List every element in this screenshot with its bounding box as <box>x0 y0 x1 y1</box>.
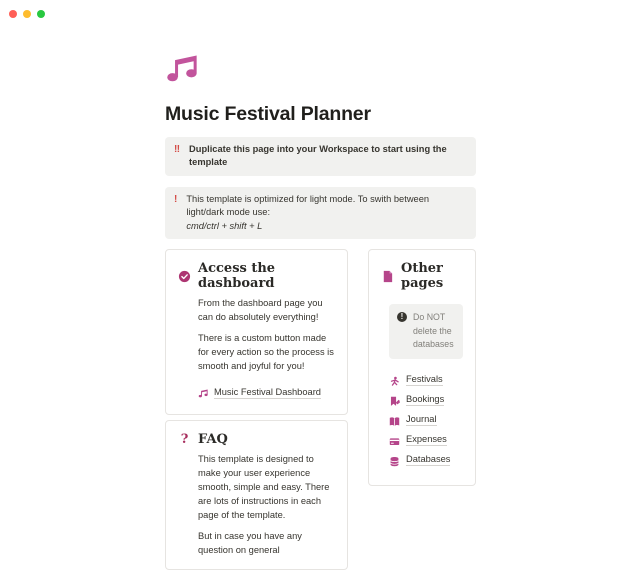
link-expenses[interactable] <box>389 434 463 446</box>
minimize-button[interactable] <box>23 10 31 18</box>
card-other-pages <box>368 249 476 486</box>
check-badge-icon <box>178 270 191 283</box>
card-faq-title: FAQ <box>198 432 228 448</box>
link-databases[interactable] <box>389 454 463 466</box>
left-column <box>165 249 348 569</box>
expenses-icon <box>389 434 400 445</box>
callout-duplicate-text: Duplicate this page into your Workspace to start using the template <box>189 144 447 168</box>
card-faq-body <box>198 453 335 558</box>
content-columns <box>165 249 476 569</box>
exclamation-circle-icon: ! <box>397 312 407 322</box>
link-festivals[interactable] <box>389 374 463 386</box>
link-label: Databases <box>406 453 451 464</box>
music-note-icon <box>198 388 209 398</box>
callout-light-mode <box>165 187 476 239</box>
card-other-pages-header <box>381 261 463 291</box>
warning-callout <box>389 304 463 359</box>
paragraph: There is a custom button made for every action so the process is smooth and joyful for you! <box>198 333 334 372</box>
card-faq-header <box>178 432 335 447</box>
databases-icon <box>389 454 400 465</box>
paragraph: From the dashboard page you can do absolutely everything! <box>198 298 323 323</box>
callout-light-mode-line2: cmd/ctrl + shift + L <box>186 220 263 231</box>
journal-icon <box>389 414 400 425</box>
callout-light-mode-line1: This template is optimized for light mode. To swith between light/dark mode use: <box>186 193 430 218</box>
card-access-dashboard-header <box>178 261 335 291</box>
window-controls <box>9 10 45 18</box>
callout-light-mode-text <box>186 193 467 233</box>
callout-duplicate <box>165 137 476 176</box>
page-icon <box>381 270 394 283</box>
link-label: Bookings <box>406 393 445 404</box>
link-journal[interactable] <box>389 414 463 426</box>
card-access-dashboard-title: Access the dashboard <box>198 261 276 292</box>
card-other-pages-title: Other pages <box>401 261 444 292</box>
link-label: Festivals <box>406 373 443 384</box>
close-button[interactable] <box>9 10 17 18</box>
link-label: Journal <box>406 413 437 424</box>
music-note-icon[interactable] <box>165 50 203 90</box>
paragraph: This template is designed to make your user experience smooth, simple and easy. There are lots of instructions in each page of the template. <box>198 454 330 520</box>
warning-text: Do NOT delete the databases <box>413 312 454 349</box>
card-access-dashboard-body <box>198 297 335 374</box>
notion-page <box>165 50 476 570</box>
link-label: Music Festival Dashboard <box>214 387 321 398</box>
zoom-button[interactable] <box>37 10 45 18</box>
card-access-dashboard <box>165 249 348 415</box>
paragraph: But in case you have any question on general <box>198 530 302 555</box>
exclamation-icon: ! <box>174 193 178 205</box>
question-mark-icon: ? <box>180 432 189 448</box>
link-music-festival-dashboard[interactable] <box>198 387 321 399</box>
double-exclamation-icon: ‼ <box>174 144 181 155</box>
card-faq <box>165 420 348 570</box>
right-column <box>368 249 476 486</box>
page-title: Music Festival Planner <box>165 103 371 125</box>
festival-icon <box>389 374 400 385</box>
link-label: Expenses <box>406 433 447 444</box>
other-pages-link-list <box>389 374 463 466</box>
